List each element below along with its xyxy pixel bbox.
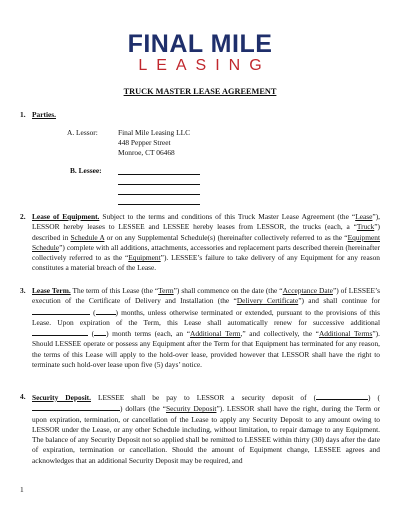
section-heading: Lease Term. [32,286,71,295]
text-run: ) dollars (the “ [120,404,166,414]
section-security-deposit [20,392,380,466]
text-run: ) month terms (each, an “ [106,329,190,339]
renewal-number-blank [94,328,106,336]
defined-term: Additional Term [189,329,241,339]
text-run: ) ( [368,393,380,402]
text-run: ”) described in [32,222,380,242]
section-text [32,212,380,274]
text-run: ,” and collectively, the “ [240,329,319,339]
logo-text-bottom: LEASING [138,57,271,74]
lessee-line-3 [118,194,200,195]
text-run: ”) complete with all additions, attachments, accessories and replacement parts described therein (hereinafter collectively referred to as the “ [32,242,380,263]
section-heading: Lease of Equipment. [32,212,100,221]
deposit-words-blank [32,403,120,411]
deposit-number-blank [316,392,368,400]
lessor-street: 448 Pepper Street [118,138,171,147]
section-text [32,392,380,466]
text-run: LESSEE shall be pay to LESSOR a security deposit of ( [90,393,317,402]
text-run: ”). LESSEE’s failure to take delivery of any Equipment for any reason constitutes a material breach of the Lease. [32,253,381,273]
section-heading: Security Deposit. [32,393,91,402]
section-lease-of-equipment [20,212,380,274]
section-number: 2. [20,212,26,221]
defined-term: Security Deposit [165,404,217,414]
company-logo [0,31,400,75]
page-number: 1 [20,485,24,494]
text-run: ”). LESSOR shall have the right, during the Term or upon expiration, termination, or cancellation of the Lease to apply any Security Deposit to any amount owing to LESSOR under the Lease, or any other Schedule including, without limitation, to repair damage to any Equipment. The balance of any Security Deposit not so applied shall be remitted to LESSEE within thirty (30) days after the date of expiration, termination or cancellation. Should the amount of Equipment change, LESSEE agrees and acknowledges that an additional Security Deposit may be required, and [32,404,380,465]
text-run: ( [90,307,96,317]
defined-term: Additional Terms [318,329,373,339]
lessee-line-1 [118,174,200,175]
term-number-blank [96,307,116,315]
text-run: or on any Supplemental Schedule(s) (hereinafter collectively referred to as the “ [104,232,348,242]
section-number: 4. [20,392,26,401]
section-parties [20,110,380,120]
lessee-label: B. Lessee: [70,166,102,175]
text-run: ) months, unless otherwise terminated or extended, pursuant to the provisions of this Lease. Upon expiration of the Term, this Lease shall automatically renew for successive additional [32,307,380,327]
defined-term: Delivery Certificate [236,296,299,306]
lessor-name: Final Mile Leasing LLC [118,128,191,137]
text-run: ( [88,329,95,339]
logo-text-top: FINAL MILE [127,30,273,58]
defined-term: Lease [355,212,373,221]
lessee-line-2 [118,184,200,185]
document-title: TRUCK MASTER LEASE AGREEMENT [123,87,277,96]
text-run: ”) of LESSEE’s execution of the Certificate of Delivery and Installation (the “ [32,286,380,306]
text-run: Subject to the terms and conditions of this Truck Master Lease Agreement (the “ [99,212,356,221]
defined-term: Truck [356,222,375,232]
defined-term: Equipment Schedule [32,232,380,252]
section-number: 3. [20,286,26,295]
section-number: 1. [20,110,26,119]
text-run: ”) and shall continue for [298,296,381,306]
defined-term: Acceptance Date [282,286,333,295]
lessor-city: Monroe, CT 06468 [118,148,175,157]
section-lease-term [20,286,380,370]
defined-term: Schedule A [70,232,105,242]
section-heading: Parties. [32,110,57,119]
term-words-blank [32,307,90,315]
lessor-label: A. Lessor: [67,128,98,137]
text-run: ”), LESSOR hereby leases to LESSEE and LESSEE hereby leases from LESSOR, the trucks (each, a “ [32,212,381,232]
text-run: The term of this Lease (the “ [70,286,159,295]
defined-term: Term [158,286,174,295]
text-run: ”) shall commence on the date (the “ [173,286,283,295]
text-run: ”). Should LESSEE operate or possess any Equipment after the Term for that Equipment has terminated for any reason, the terms of this Lease will apply to the hold-over lease, provided however that LESSOR shall have the right to terminate such hold-over lease upon five (5) days’ notice. [32,329,380,370]
section-text [32,286,380,370]
defined-term: Equipment [128,253,161,263]
renewal-words-blank [32,328,88,336]
lessee-line-4 [118,204,200,205]
